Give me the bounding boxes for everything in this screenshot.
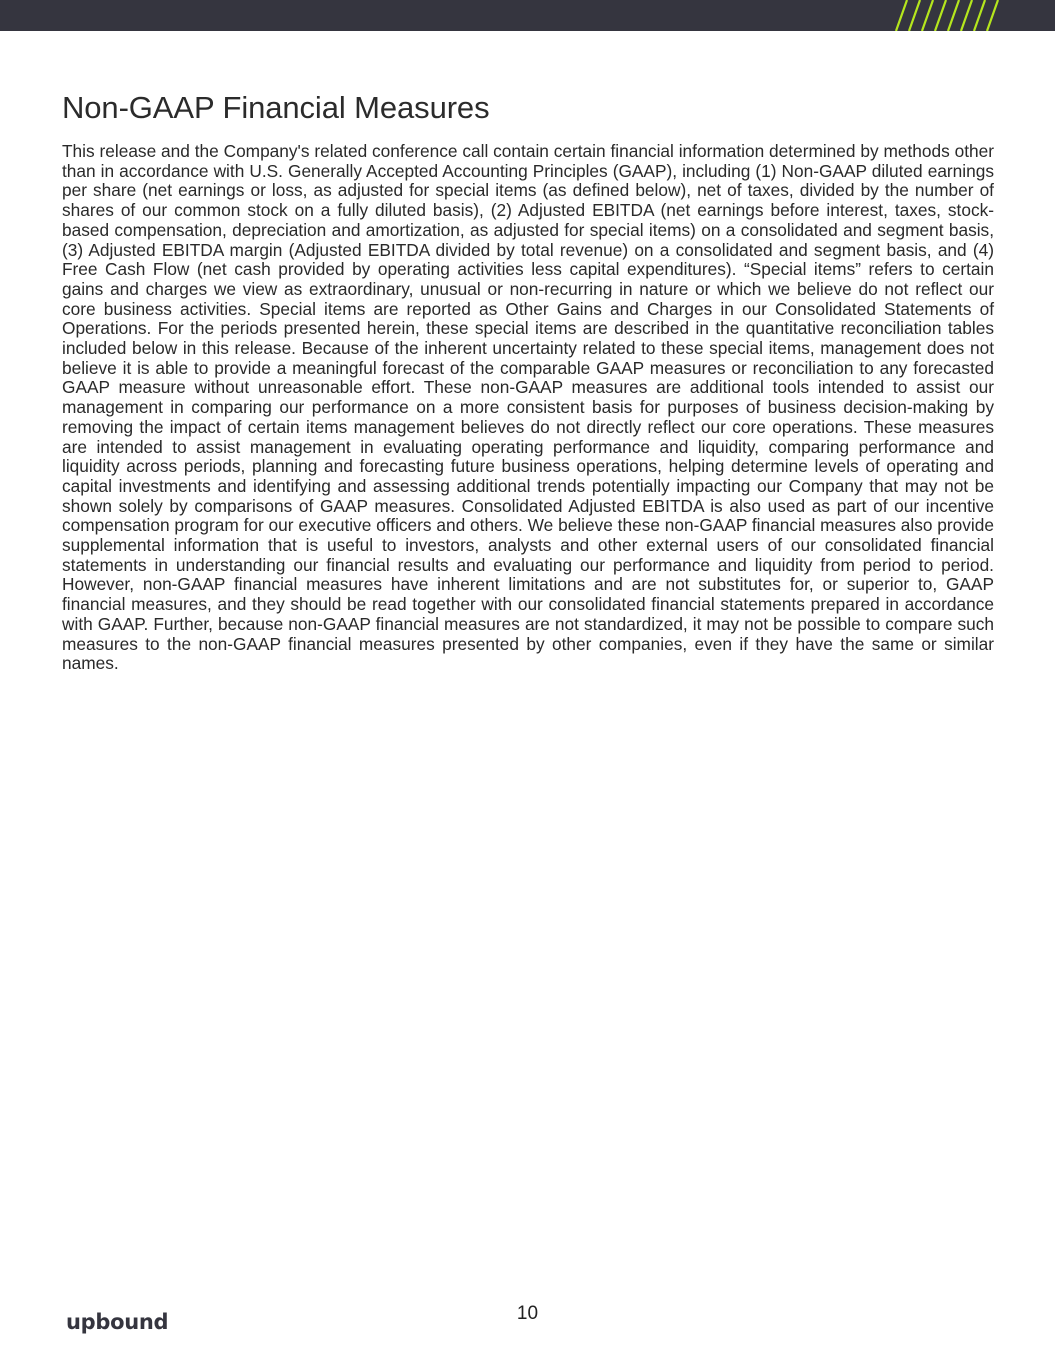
header-bar: [0, 0, 1055, 31]
upbound-logo: upbound: [66, 1310, 169, 1334]
page-number: 10: [516, 1303, 539, 1324]
stripes-decoration: [894, 0, 1009, 31]
section-title: Non-GAAP Financial Measures: [62, 90, 490, 125]
body-paragraph: This release and the Company's related conference call contain certain financial information determined by methods other than in accordance with U.S. Generally Accepted Accounting Principles (GAAP), including (1) Non-GAAP diluted earnings per share (net earnings or loss, as adjusted for special items (as defined below), net of taxes, divided by the number of shares of our common stock on a fully diluted basis), (2) Adjusted EBITDA (net earnings before interest, taxes, stock-based compensation, depreciation and amortization, as adjusted for special items) on a consolidated and segment basis, (3) Adjusted EBITDA margin (Adjusted EBITDA divided by total revenue) on a consolidated and segment basis, and (4) Free Cash Flow (net cash provided by operating activities less capital expenditures). “Special items” refers to certain gains and charges we view as extraordinary, unusual or non-recurring in nature or which we believe do not reflect our core business activities. Special items are reported as Other Gains and Charges in our Consolidated Statements of Operations. For the periods presented herein, these special items are described in the quantitative reconciliation tables included below in this release. Because of the inherent uncertainty related to these special items, management does not believe it is able to provide a meaningful forecast of the comparable GAAP measures or reconciliation to any forecasted GAAP measure without unreasonable effort. These non-GAAP measures are additional tools intended to assist our management in comparing our performance on a more consistent basis for purposes of business decision-making by removing the impact of certain items management believes do not directly reflect our core operations. These measures are intended to assist management in evaluating operating performance and liquidity, comparing performance and liquidity across periods, planning and forecasting future business operations, helping determine levels of operating and capital investments and identifying and assessing additional trends potentially impacting our Company that may not be shown solely by comparisons of GAAP measures. Consolidated Adjusted EBITDA is also used as part of our incentive compensation program for our executive officers and others. We believe these non-GAAP financial measures also provide supplemental information that is useful to investors, analysts and other external users of our consolidated financial statements in understanding our financial results and evaluating our performance and liquidity from period to period. However, non-GAAP financial measures have inherent limitations and are not substitutes for, or superior to, GAAP financial measures, and they should be read together with our consolidated financial statements prepared in accordance with GAAP. Further, because non-GAAP financial measures are not standardized, it may not be possible to compare such measures to the non-GAAP financial measures presented by other companies, even if they have the same or similar names.: [62, 141, 994, 674]
